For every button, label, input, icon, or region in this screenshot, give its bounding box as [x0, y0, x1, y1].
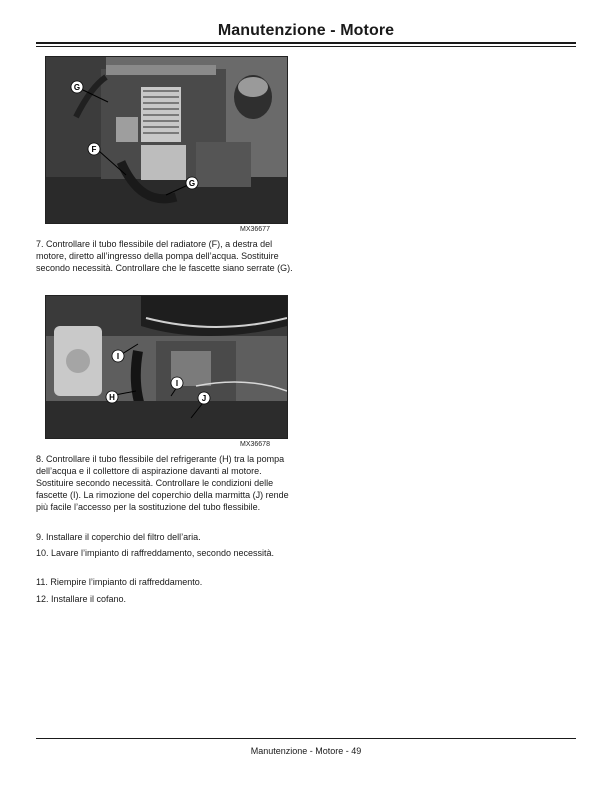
figure-code: MX36678 [240, 441, 270, 448]
figure-code: MX36677 [240, 226, 270, 233]
header-rule-thin [36, 46, 576, 47]
coolant-hose-photo [45, 295, 288, 439]
step-paragraph: 8. Controllare il tubo flessibile del refrigerante (H) tra la pompa dell’acqua e il collettore di aspirazione davanti al motore. Sostituire secondo necessità. Controllare le condizioni delle fascette (I). La rimozione del coperchio della marmitta (J) rende più facile l’accesso per la sostituzione del tubo flessibile. [36, 454, 289, 512]
footer-rule [36, 738, 576, 739]
callout-h: H [109, 393, 115, 402]
header-rule-thick [36, 42, 576, 44]
step-paragraph: 7. Controllare il tubo flessibile del radiatore (F), a destra del motore, diretto all’ingresso della pompa dell’acqua. Sostituire secondo necessità. Controllare che le fascette siano serrate (G). [36, 239, 293, 273]
step-paragraph: 12. Installare il cofano. [36, 594, 127, 604]
callout-i: I [116, 352, 120, 361]
callout-g: G [188, 179, 196, 188]
callout-g: G [73, 83, 81, 92]
step-paragraph: 9. Installare il coperchio del filtro dell’aria. [36, 532, 201, 542]
step-paragraph: 10. Lavare l’impianto di raffreddamento, secondo necessità. [36, 548, 274, 558]
radiator-hose-photo [45, 56, 288, 224]
callout-f: F [91, 145, 97, 154]
callout-j: J [201, 394, 207, 403]
callout-i: I [175, 379, 179, 388]
step-paragraph: 11. Riempire l’impianto di raffreddamento. [36, 577, 203, 587]
page-title: Manutenzione - Motore [217, 22, 395, 39]
page-footer: Manutenzione - Motore - 49 [250, 746, 362, 756]
